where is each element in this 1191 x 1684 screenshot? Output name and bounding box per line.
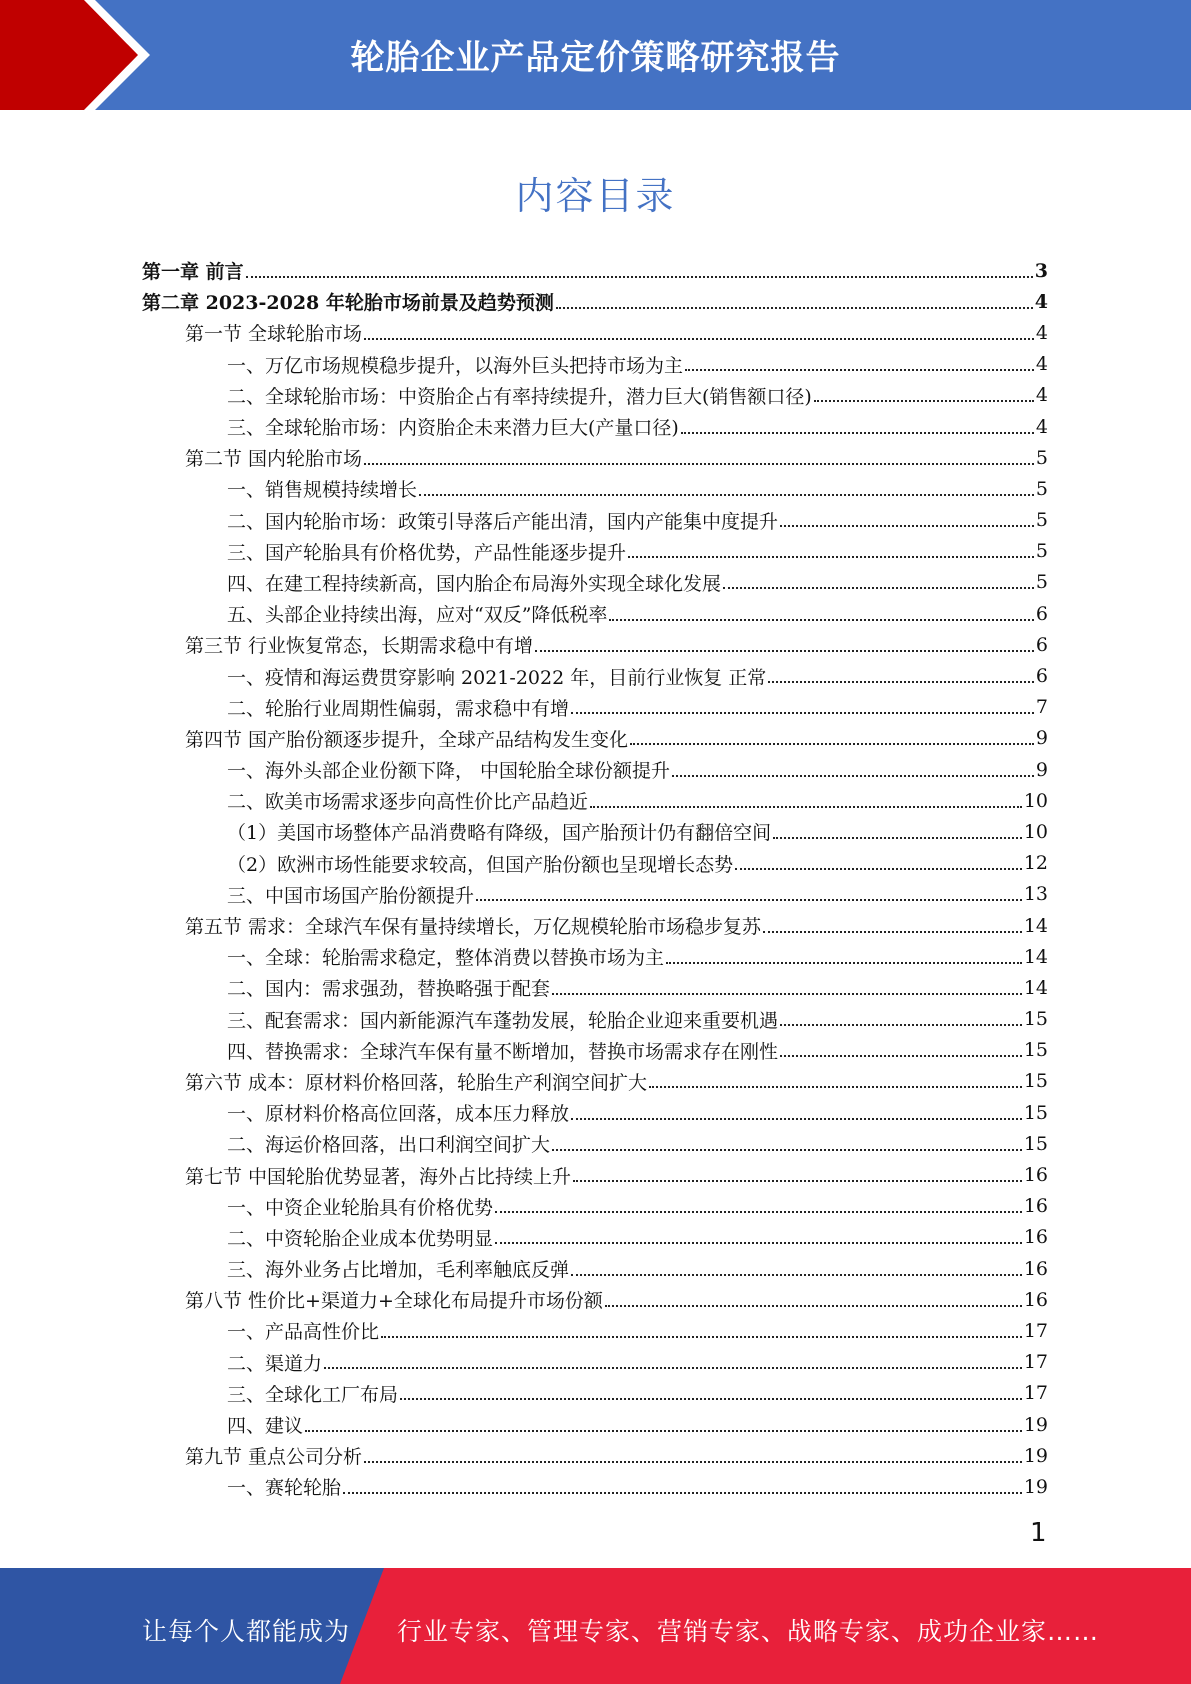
toc-entry-label: 第六节 成本：原材料价格回落，轮胎生产利润空间扩大 — [185, 1071, 648, 1094]
toc-entry[interactable] — [142, 1253, 1048, 1284]
toc-entry-page: 15 — [1023, 1008, 1048, 1031]
toc-entry-label: 第一章 前言 — [142, 261, 244, 284]
toc-dot-leader — [666, 962, 1022, 964]
toc-dot-leader — [381, 1336, 1022, 1338]
toc-entry-label: 二、渠道力 — [227, 1352, 323, 1375]
toc-entry-label: 四、在建工程持续新高，国内胎企布局海外实现全球化发展 — [227, 572, 722, 595]
toc-entry-label: 二、海运价格回落，出口利润空间扩大 — [227, 1134, 551, 1157]
toc-dot-leader — [552, 1149, 1022, 1151]
toc-entry-label: 一、万亿市场规模稳步提升，以海外巨头把持市场为主 — [227, 354, 684, 377]
toc-dot-leader — [552, 993, 1022, 995]
toc-dot-leader — [476, 899, 1022, 901]
toc-entry-page: 7 — [1035, 696, 1048, 719]
toc-entry[interactable] — [142, 1284, 1048, 1315]
toc-entry-page: 14 — [1023, 976, 1048, 999]
toc-entry-label: 三、配套需求：国内新能源汽车蓬勃发展，轮胎企业迎来重要机遇 — [227, 1009, 779, 1032]
toc-dot-leader — [419, 494, 1034, 496]
toc-dot-leader — [400, 1398, 1022, 1400]
toc-entry-page: 15 — [1023, 1070, 1048, 1093]
toc-entry-page: 3 — [1034, 259, 1048, 282]
toc-entry-page: 5 — [1035, 540, 1048, 563]
toc-entry-label: 二、全球轮胎市场：中资胎企占有率持续提升，潜力巨大(销售额口径) — [227, 385, 812, 408]
toc-entry-page: 4 — [1035, 384, 1048, 407]
toc-entry-label: 一、产品高性价比 — [227, 1321, 380, 1344]
toc-dot-leader — [628, 556, 1034, 558]
toc-entry-label: 二、轮胎行业周期性偏弱，需求稳中有增 — [227, 697, 570, 720]
toc-entry[interactable] — [142, 816, 1048, 847]
toc-entry-page: 15 — [1023, 1101, 1048, 1124]
toc-entry-page: 16 — [1023, 1288, 1048, 1311]
toc-entry-label: 二、国内轮胎市场：政策引导落后产能出清，国内产能集中度提升 — [227, 510, 779, 533]
toc-entry-page: 9 — [1035, 727, 1048, 750]
toc-entry-label: 第八节 性价比+渠道力+全球化布局提升市场份额 — [185, 1290, 603, 1313]
toc-dot-leader — [735, 868, 1022, 870]
toc-entry-page: 16 — [1023, 1164, 1048, 1187]
toc-entry[interactable] — [142, 317, 1048, 348]
toc-entry-page: 19 — [1023, 1413, 1048, 1436]
toc-entry-label: 二、国内：需求强劲，替换略强于配套 — [227, 978, 551, 1001]
toc-entry-label: 一、疫情和海运费贯穿影响 2021-2022 年，目前行业恢复 正常 — [227, 666, 767, 689]
toc-entry-page: 4 — [1034, 290, 1048, 313]
toc-entry-page: 16 — [1023, 1226, 1048, 1249]
toc-entry[interactable] — [142, 380, 1048, 411]
toc-dot-leader — [780, 525, 1034, 527]
toc-entry-label: 第四节 国产胎份额逐步提升，全球产品结构发生变化 — [185, 728, 629, 751]
toc-entry[interactable] — [142, 1440, 1048, 1471]
toc-entry-page: 10 — [1023, 789, 1048, 812]
toc-entry-label: 第五节 需求：全球汽车保有量持续增长，万亿规模轮胎市场稳步复苏 — [185, 916, 762, 939]
toc-entry-page: 13 — [1023, 883, 1048, 906]
toc-entry[interactable] — [142, 1159, 1048, 1190]
toc-heading: 内容目录 — [515, 174, 676, 218]
toc-entry-page: 5 — [1035, 477, 1048, 500]
toc-entry[interactable] — [142, 785, 1048, 816]
toc-dot-leader — [571, 712, 1034, 714]
toc-entry-page: 4 — [1035, 321, 1048, 344]
toc-entry-page: 16 — [1023, 1257, 1048, 1280]
toc-entry-label: 第七节 中国轮胎优势显著，海外占比持续上升 — [185, 1165, 572, 1188]
toc-dot-leader — [495, 1211, 1022, 1213]
toc-dot-leader — [780, 1024, 1022, 1026]
toc-dot-leader — [495, 1242, 1022, 1244]
toc-entry[interactable] — [142, 1222, 1048, 1253]
toc-dot-leader — [773, 837, 1022, 839]
toc-entry[interactable] — [142, 1471, 1048, 1502]
toc-entry[interactable] — [142, 1315, 1048, 1346]
toc-entry[interactable] — [142, 660, 1048, 691]
toc-entry[interactable] — [142, 723, 1048, 754]
toc-entry-label: 四、建议 — [227, 1415, 304, 1438]
toc-entry-label: 一、全球：轮胎需求稳定，整体消费以替换市场为主 — [227, 947, 665, 970]
toc-entry[interactable] — [142, 1378, 1048, 1409]
toc-entry[interactable] — [142, 941, 1048, 972]
table-of-contents — [142, 255, 1048, 1503]
toc-entry-label: 二、欧美市场需求逐步向高性价比产品趋近 — [227, 791, 589, 814]
toc-entry[interactable] — [142, 1128, 1048, 1159]
toc-entry-page: 9 — [1035, 758, 1048, 781]
toc-entry[interactable] — [142, 567, 1048, 598]
toc-dot-leader — [768, 681, 1034, 683]
toc-entry-label: 四、替换需求：全球汽车保有量不断增加，替换市场需求存在刚性 — [227, 1040, 779, 1063]
toc-dot-leader — [343, 1492, 1022, 1494]
toc-dot-leader — [364, 1461, 1022, 1463]
toc-entry-page: 5 — [1035, 571, 1048, 594]
toc-dot-leader — [535, 650, 1034, 652]
toc-entry-page: 19 — [1023, 1475, 1048, 1498]
toc-dot-leader — [723, 587, 1034, 589]
toc-dot-leader — [605, 1305, 1022, 1307]
toc-entry-label: 第一节 全球轮胎市场 — [185, 323, 363, 346]
toc-entry-label: 三、全球轮胎市场：内资胎企未来潜力巨大(产量口径) — [227, 417, 679, 440]
toc-entry-page: 6 — [1035, 633, 1048, 656]
report-title: 轮胎企业产品定价策略研究报告 — [350, 38, 841, 78]
toc-dot-leader — [630, 743, 1034, 745]
toc-dot-leader — [609, 619, 1033, 621]
toc-entry[interactable] — [142, 754, 1048, 785]
toc-dot-leader — [672, 775, 1034, 777]
toc-entry-page: 10 — [1023, 820, 1048, 843]
toc-entry-label: 三、海外业务占比增加，毛利率触底反弹 — [227, 1259, 570, 1282]
toc-dot-leader — [763, 931, 1022, 933]
toc-entry[interactable] — [142, 1004, 1048, 1035]
footer-slogan-left: 让每个人都能成为 — [142, 1617, 351, 1646]
toc-entry-label: 一、原材料价格高位回落，成本压力释放 — [227, 1103, 570, 1126]
toc-entry[interactable] — [142, 473, 1048, 504]
toc-entry[interactable] — [142, 1035, 1048, 1066]
toc-entry-label: 第二节 国内轮胎市场 — [185, 448, 363, 471]
toc-entry-page: 16 — [1023, 1195, 1048, 1218]
toc-dot-leader — [364, 463, 1034, 465]
toc-entry-label: 一、中资企业轮胎具有价格优势 — [227, 1196, 494, 1219]
toc-dot-leader — [780, 1055, 1022, 1057]
footer-slogan-right: 行业专家、管理专家、营销专家、战略专家、成功企业家…… — [397, 1617, 1100, 1646]
toc-dot-leader — [649, 1086, 1022, 1088]
toc-entry-page: 5 — [1035, 446, 1048, 469]
toc-entry-label: 一、赛轮轮胎 — [227, 1477, 342, 1500]
toc-entry-page: 12 — [1023, 852, 1048, 875]
toc-dot-leader — [364, 338, 1034, 340]
toc-entry-label: 第三节 行业恢复常态，长期需求稳中有增 — [185, 635, 534, 658]
toc-entry-page: 17 — [1023, 1351, 1048, 1374]
toc-entry[interactable] — [142, 411, 1048, 442]
toc-entry[interactable] — [142, 692, 1048, 723]
toc-entry[interactable] — [142, 536, 1048, 567]
toc-entry-label: 一、海外头部企业份额下降， 中国轮胎全球份额提升 — [227, 760, 671, 783]
toc-entry[interactable] — [142, 1409, 1048, 1440]
toc-entry[interactable] — [142, 972, 1048, 1003]
toc-entry[interactable] — [142, 1347, 1048, 1378]
toc-dot-leader — [246, 276, 1033, 278]
toc-dot-leader — [571, 1118, 1022, 1120]
toc-entry[interactable] — [142, 629, 1048, 660]
toc-entry[interactable] — [142, 505, 1048, 536]
toc-dot-leader — [681, 432, 1034, 434]
toc-dot-leader — [814, 400, 1034, 402]
toc-entry-page: 4 — [1035, 415, 1048, 438]
toc-entry-label: （1）美国市场整体产品消费略有降级，国产胎预计仍有翻倍空间 — [227, 822, 772, 845]
toc-entry[interactable] — [142, 255, 1048, 286]
toc-entry-label: 三、全球化工厂布局 — [227, 1383, 399, 1406]
footer-banner — [0, 1568, 1191, 1684]
toc-entry-page: 17 — [1023, 1319, 1048, 1342]
toc-entry-page: 4 — [1035, 353, 1048, 376]
toc-dot-leader — [685, 369, 1034, 371]
toc-entry-label: 三、中国市场国产胎份额提升 — [227, 884, 475, 907]
toc-dot-leader — [573, 1180, 1022, 1182]
toc-entry-page: 17 — [1023, 1382, 1048, 1405]
toc-entry-page: 15 — [1023, 1039, 1048, 1062]
toc-entry[interactable] — [142, 442, 1048, 473]
toc-entry-page: 6 — [1035, 665, 1048, 688]
toc-entry-label: 第二章 2023-2028 年轮胎市场前景及趋势预测 — [142, 292, 554, 315]
toc-entry[interactable] — [142, 848, 1048, 879]
toc-entry[interactable] — [142, 349, 1048, 380]
toc-dot-leader — [324, 1367, 1022, 1369]
toc-entry[interactable] — [142, 1066, 1048, 1097]
toc-entry-label: 五、头部企业持续出海，应对“双反”降低税率 — [227, 604, 608, 627]
toc-dot-leader — [556, 307, 1033, 309]
toc-entry-label: 二、中资轮胎企业成本优势明显 — [227, 1227, 494, 1250]
toc-entry-page: 14 — [1023, 945, 1048, 968]
toc-entry-label: 三、国产轮胎具有价格优势，产品性能逐步提升 — [227, 541, 627, 564]
toc-entry[interactable] — [142, 1097, 1048, 1128]
toc-entry-page: 19 — [1023, 1444, 1048, 1467]
toc-entry-page: 5 — [1035, 509, 1048, 532]
toc-dot-leader — [571, 1274, 1022, 1276]
toc-entry[interactable] — [142, 598, 1048, 629]
toc-dot-leader — [305, 1430, 1022, 1432]
toc-entry[interactable] — [142, 1191, 1048, 1222]
toc-entry-page: 6 — [1035, 602, 1048, 625]
toc-entry-page: 15 — [1023, 1132, 1048, 1155]
toc-entry[interactable] — [142, 879, 1048, 910]
toc-entry-label: （2）欧洲市场性能要求较高，但国产胎份额也呈现增长态势 — [227, 853, 734, 876]
toc-entry[interactable] — [142, 286, 1048, 317]
toc-dot-leader — [590, 806, 1022, 808]
toc-entry[interactable] — [142, 910, 1048, 941]
toc-entry-label: 第九节 重点公司分析 — [185, 1446, 363, 1469]
header-banner — [0, 0, 1191, 110]
toc-entry-page: 14 — [1023, 914, 1048, 937]
toc-entry-label: 一、销售规模持续增长 — [227, 479, 418, 502]
page-number: 1 — [1030, 1518, 1047, 1548]
